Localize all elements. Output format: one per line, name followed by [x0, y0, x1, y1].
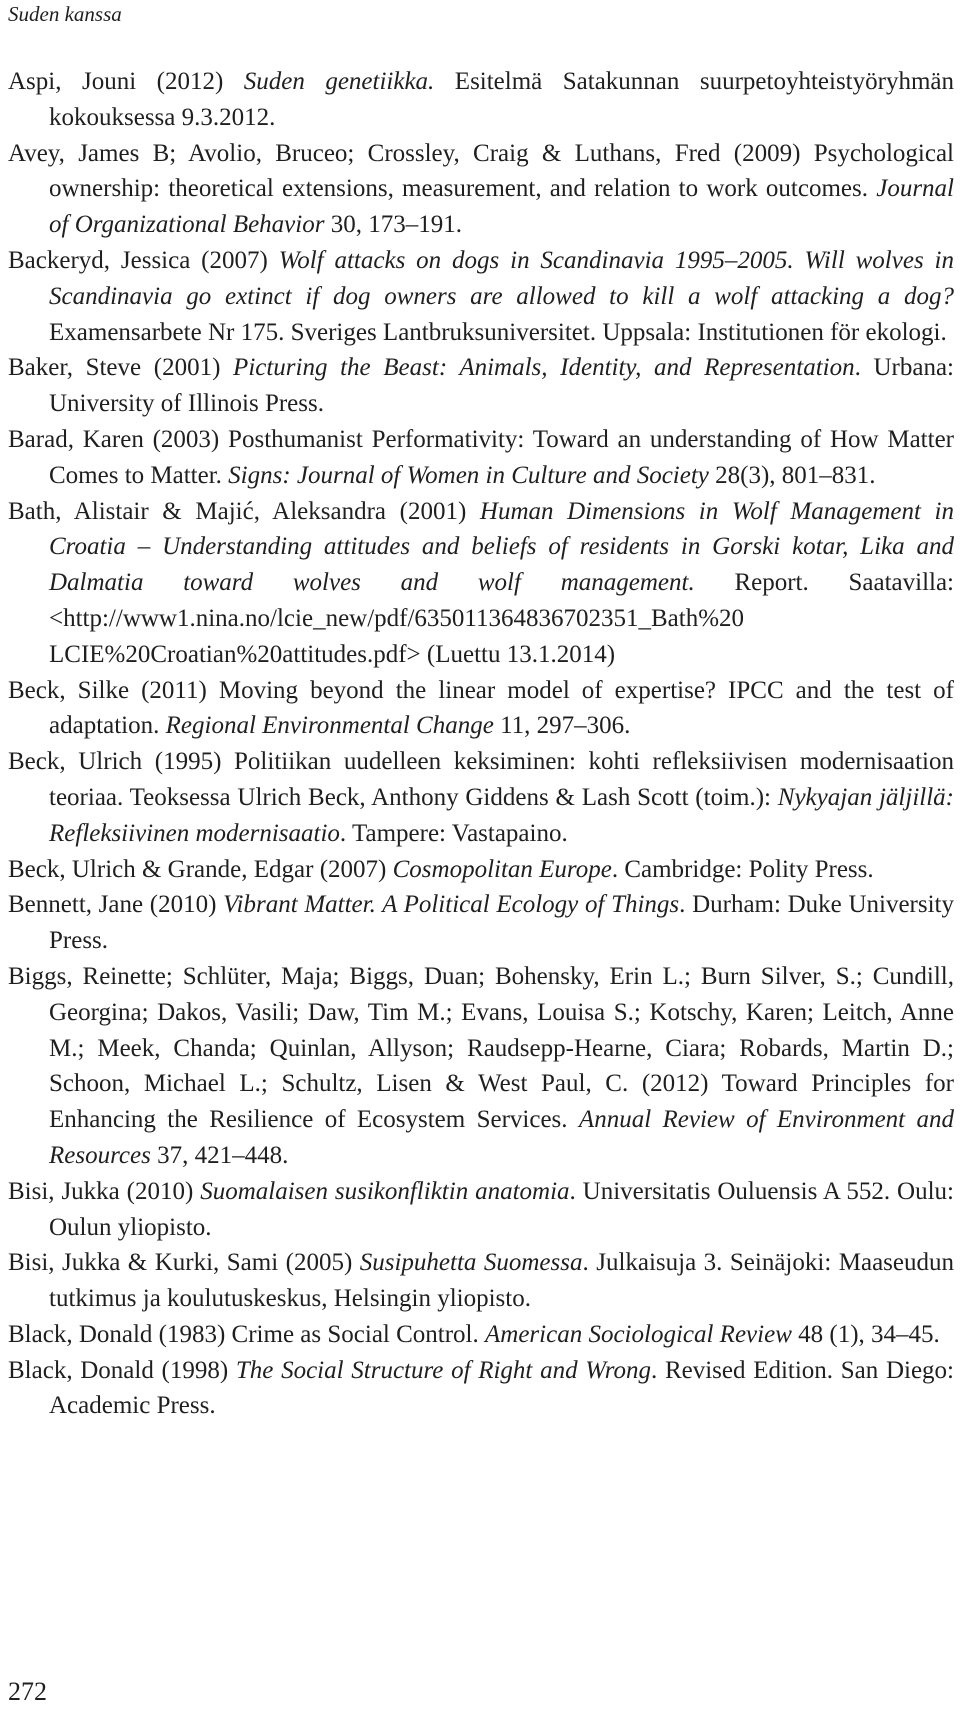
- page-number: 272: [8, 1677, 47, 1706]
- reference-text: . Julkaisuja 3. Seinäjoki: Maaseudun tutkimus ja koulutuskeskus, Helsingin yliopisto.: [49, 1249, 954, 1313]
- reference-text: 37, 421–448.: [150, 1141, 289, 1169]
- reference-text: Bisi, Jukka (2010): [8, 1177, 201, 1205]
- reference-title: Suomalaisen susikonfliktin anatomia: [200, 1177, 570, 1205]
- reference-text: Backeryd, Jessica (2007): [8, 246, 279, 274]
- reference-title: Susipuhetta Suomessa: [359, 1249, 583, 1277]
- reference-entry: [8, 494, 954, 673]
- reference-title: Human Dimensions in Wolf Management in Croatia – Understanding attitudes and beliefs of residents in Gorski kotar, Lika and Dalmatia toward wolves and wolf management.: [49, 497, 954, 597]
- reference-entry: [8, 136, 954, 243]
- reference-text: Black, Donald (1983) Crime as Social Control.: [8, 1320, 486, 1348]
- reference-title: Signs: Journal of Women in Culture and Society: [228, 461, 709, 489]
- reference-text: Beck, Ulrich (1995) Politiikan uudelleen keksiminen: kohti refleksiivisen modernisaation teoriaa. Teoksessa Ulrich Beck, Anthony Giddens & Lash Scott (toim.):: [8, 748, 954, 811]
- reference-text: Esitelmä Satakunnan suurpetoyhteistyöryhmän kokouksessa 9.3.2012.: [49, 68, 954, 131]
- reference-title: Suden genetiikka.: [243, 68, 435, 95]
- reference-entry: [8, 1353, 954, 1425]
- reference-entry: [8, 852, 954, 888]
- reference-list: [8, 64, 954, 1424]
- reference-title: Vibrant Matter. A Political Ecology of Things: [223, 891, 680, 919]
- reference-text: . Tampere: Vastapaino.: [339, 819, 568, 847]
- reference-title: Regional Environmental Change: [165, 712, 494, 740]
- reference-entry: [8, 744, 954, 851]
- reference-text: Examensarbete Nr 175. Sveriges Lantbruksuniversitet. Uppsala: Institutionen för ekologi.: [49, 318, 947, 346]
- reference-text: . Universitatis Ouluensis A 552. Oulu: Oulun yliopisto.: [49, 1177, 954, 1241]
- reference-text: Barad, Karen (2003) Posthumanist Performativity: Toward an understanding of How Matter Comes to Matter.: [8, 425, 954, 489]
- reference-title: Annual Review of Environment and Resources: [49, 1106, 954, 1169]
- reference-text: Avey, James B; Avolio, Bruceo; Crossley, Craig & Luthans, Fred (2009) Psychological ownership: theoretical extensions, measurement, and relation to work outcomes.: [8, 139, 954, 203]
- reference-title: Wolf attacks on dogs in Scandinavia 1995–2005. Will wolves in Scandinavia go extinct if dog owners are allowed to kill a wolf attacking a dog?: [49, 246, 954, 310]
- reference-text: 28(3), 801–831.: [708, 461, 876, 489]
- reference-text: . Cambridge: Polity Press.: [611, 855, 874, 883]
- reference-title: The Social Structure of Right and Wrong: [235, 1356, 652, 1384]
- reference-text: . Durham: Duke University Press.: [49, 891, 954, 955]
- reference-text: Black, Donald (1998): [8, 1356, 236, 1384]
- reference-text: Baker, Steve (2001): [8, 354, 234, 382]
- reference-title: Journal of Organizational Behavior: [49, 175, 954, 239]
- reference-entry: [8, 243, 954, 350]
- running-head: Suden kanssa: [8, 2, 122, 26]
- reference-entry: [8, 350, 954, 422]
- reference-entry: [8, 959, 954, 1174]
- reference-text: Biggs, Reinette; Schlüter, Maja; Biggs, Duan; Bohensky, Erin L.; Burn Silver, S.; Cundill, Georgina; Dakos, Vasili; Daw, Tim M.; Evans, Louisa S.; Kotschy, Karen; Leitch, Anne M.; Meek, Chanda; Quinlan, Allyson; Raudsepp-Hearne, Ciara; Robards, Martin D.; Schoon, Michael L.; Schultz, Lisen & West Paul, C. (2012) Toward Principles for Enhancing the Resilience of Ecosystem Services.: [8, 962, 954, 1134]
- reference-text: . Revised Edition. San Diego: Academic Press.: [49, 1356, 954, 1420]
- reference-text: Beck, Silke (2011) Moving beyond the linear model of expertise? IPCC and the test of adaptation.: [8, 676, 954, 740]
- reference-text: Bisi, Jukka & Kurki, Sami (2005): [8, 1249, 360, 1277]
- reference-title: Nykyajan jäljillä: Refleksiivinen modernisaatio: [49, 783, 954, 847]
- reference-text: 48 (1), 34–45.: [791, 1320, 940, 1348]
- reference-entry: [8, 422, 954, 494]
- reference-text: 30, 173–191.: [324, 211, 462, 239]
- reference-text: Aspi, Jouni (2012): [8, 68, 244, 95]
- reference-entry: [8, 1245, 954, 1317]
- reference-text: Beck, Ulrich & Grande, Edgar (2007): [8, 855, 393, 883]
- reference-entry: [8, 64, 954, 136]
- reference-text: Bath, Alistair & Majić, Aleksandra (2001): [8, 497, 480, 525]
- reference-text: . Urbana: University of Illinois Press.: [49, 354, 954, 418]
- reference-text: Bennett, Jane (2010): [8, 891, 224, 919]
- reference-title: American Sociological Review: [485, 1320, 792, 1348]
- reference-text: Report. Saatavilla: <http://www1.nina.no/lcie_new/pdf/635011364836702351_Bath%20 LCIE%20Croatian%20attitudes.pdf> (Luettu 13.1.2014): [49, 569, 954, 668]
- reference-entry: [8, 1174, 954, 1246]
- reference-title: Cosmopolitan Europe: [392, 855, 612, 883]
- reference-entry: [8, 673, 954, 745]
- reference-title: Picturing the Beast: Animals, Identity, and Representation: [233, 354, 855, 382]
- reference-text: 11, 297–306.: [493, 712, 631, 740]
- reference-entry: [8, 1317, 954, 1353]
- reference-entry: [8, 887, 954, 959]
